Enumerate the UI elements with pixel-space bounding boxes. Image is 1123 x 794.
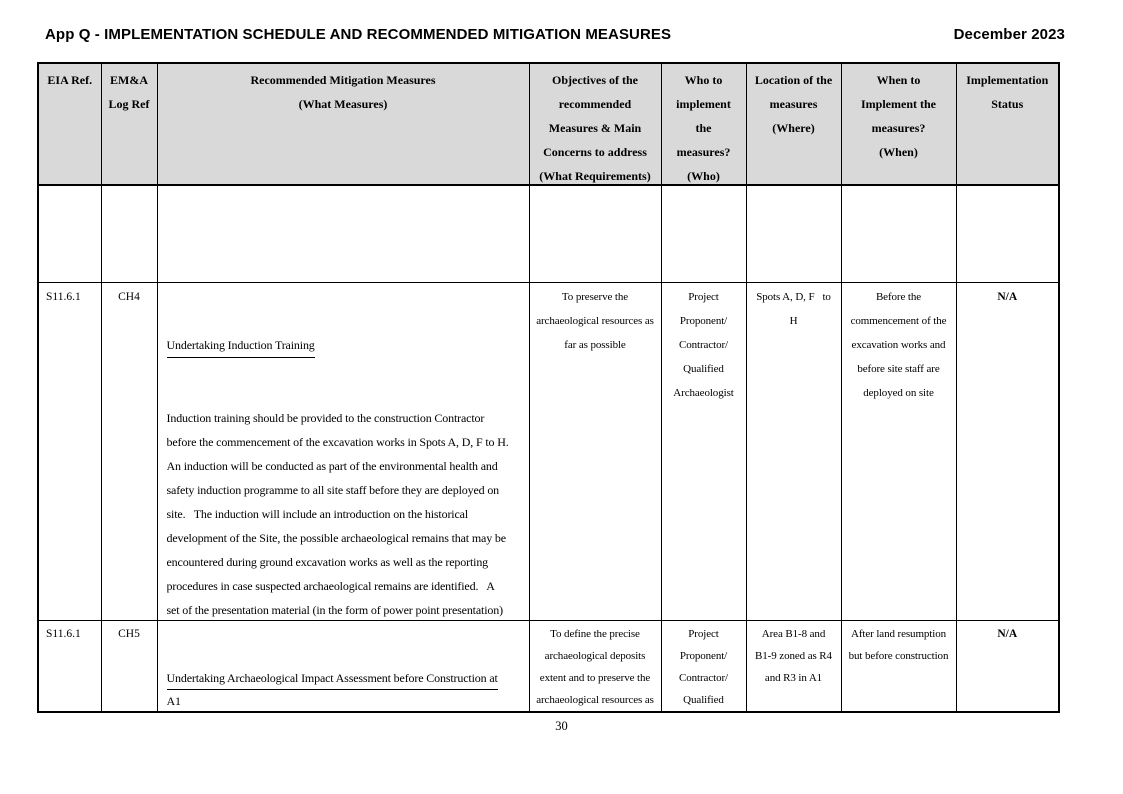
cell-who [661, 185, 746, 283]
cell-measures [157, 283, 529, 621]
cell-objectives: To preserve the archaeological resources as far as possible [529, 283, 661, 621]
cell-log-ref [101, 185, 157, 283]
col-header-when: When to Implement the measures? (When) [841, 63, 956, 185]
cell-when: Before the commencement of the excavation works and before site staff are deployed on site [841, 283, 956, 621]
measure-body: Induction training should be provided to the construction Contractor before the commencement of the excavation works in Spots A, D, F to H. An induction will be conducted as part of the environmental health and safety induction programme to all site staff before they are deployed on site. The induction will include an introduction on the historical development of the Site, the possible archaeological remains that may be encountered during ground excavation works as well as the reporting procedures in case suspected archaeological remains are identified. A set of the presentation material (in the form of power point presentation) [166, 411, 509, 617]
table-row-continuation [38, 185, 1059, 283]
cell-who: Project Proponent/ Contractor/ Qualified [661, 621, 746, 713]
measure-title: Undertaking Archaeological Impact Assessment before Construction at A1 [167, 667, 527, 709]
table-row-ch5 [38, 621, 1059, 713]
cell-log-ref: CH4 [101, 283, 157, 621]
cell-objectives: To define the precise archaeological deposits extent and to preserve the archaeological resources as [529, 621, 661, 713]
cell-location: Area B1-8 and B1-9 zoned as R4 and R3 in A1 [746, 621, 841, 713]
table-header-row [38, 63, 1059, 185]
mitigation-schedule-table [37, 62, 1060, 713]
table-row-ch4 [38, 283, 1059, 621]
cell-eia-ref [38, 185, 101, 283]
cell-measures [157, 185, 529, 283]
col-header-eia-ref: EIA Ref. [38, 63, 101, 185]
page-title: App Q - IMPLEMENTATION SCHEDULE AND RECOMMENDED MITIGATION MEASURES [45, 26, 672, 43]
cell-status: N/A [956, 621, 1059, 713]
cell-eia-ref: S11.6.1 [38, 621, 101, 713]
col-header-who: Who to implement the measures? (Who) [661, 63, 746, 185]
col-header-ema-log-ref: EM&A Log Ref [101, 63, 157, 185]
cell-objectives [529, 185, 661, 283]
cell-who: Project Proponent/ Contractor/ Qualified Archaeologist [661, 283, 746, 621]
col-header-implementation-status: Implementation Status [956, 63, 1059, 185]
cell-measures [157, 621, 529, 713]
cell-location [746, 185, 841, 283]
cell-when: After land resumption but before construction [841, 621, 956, 713]
cell-when [841, 185, 956, 283]
cell-status [956, 185, 1059, 283]
cell-status: N/A [956, 283, 1059, 621]
page-date: December 2023 [953, 26, 1065, 43]
col-header-objectives: Objectives of the recommended Measures & Main Concerns to address (What Requirements) [529, 63, 661, 185]
cell-log-ref: CH5 [101, 621, 157, 713]
col-header-location: Location of the measures (Where) [746, 63, 841, 185]
cell-eia-ref: S11.6.1 [38, 283, 101, 621]
document-header [45, 26, 1065, 43]
cell-location: Spots A, D, F to H [746, 283, 841, 621]
measure-title: Undertaking Induction Training [167, 333, 527, 358]
col-header-recommended-measures: Recommended Mitigation Measures (What Measures) [157, 63, 529, 185]
page-number: 30 [555, 719, 568, 733]
